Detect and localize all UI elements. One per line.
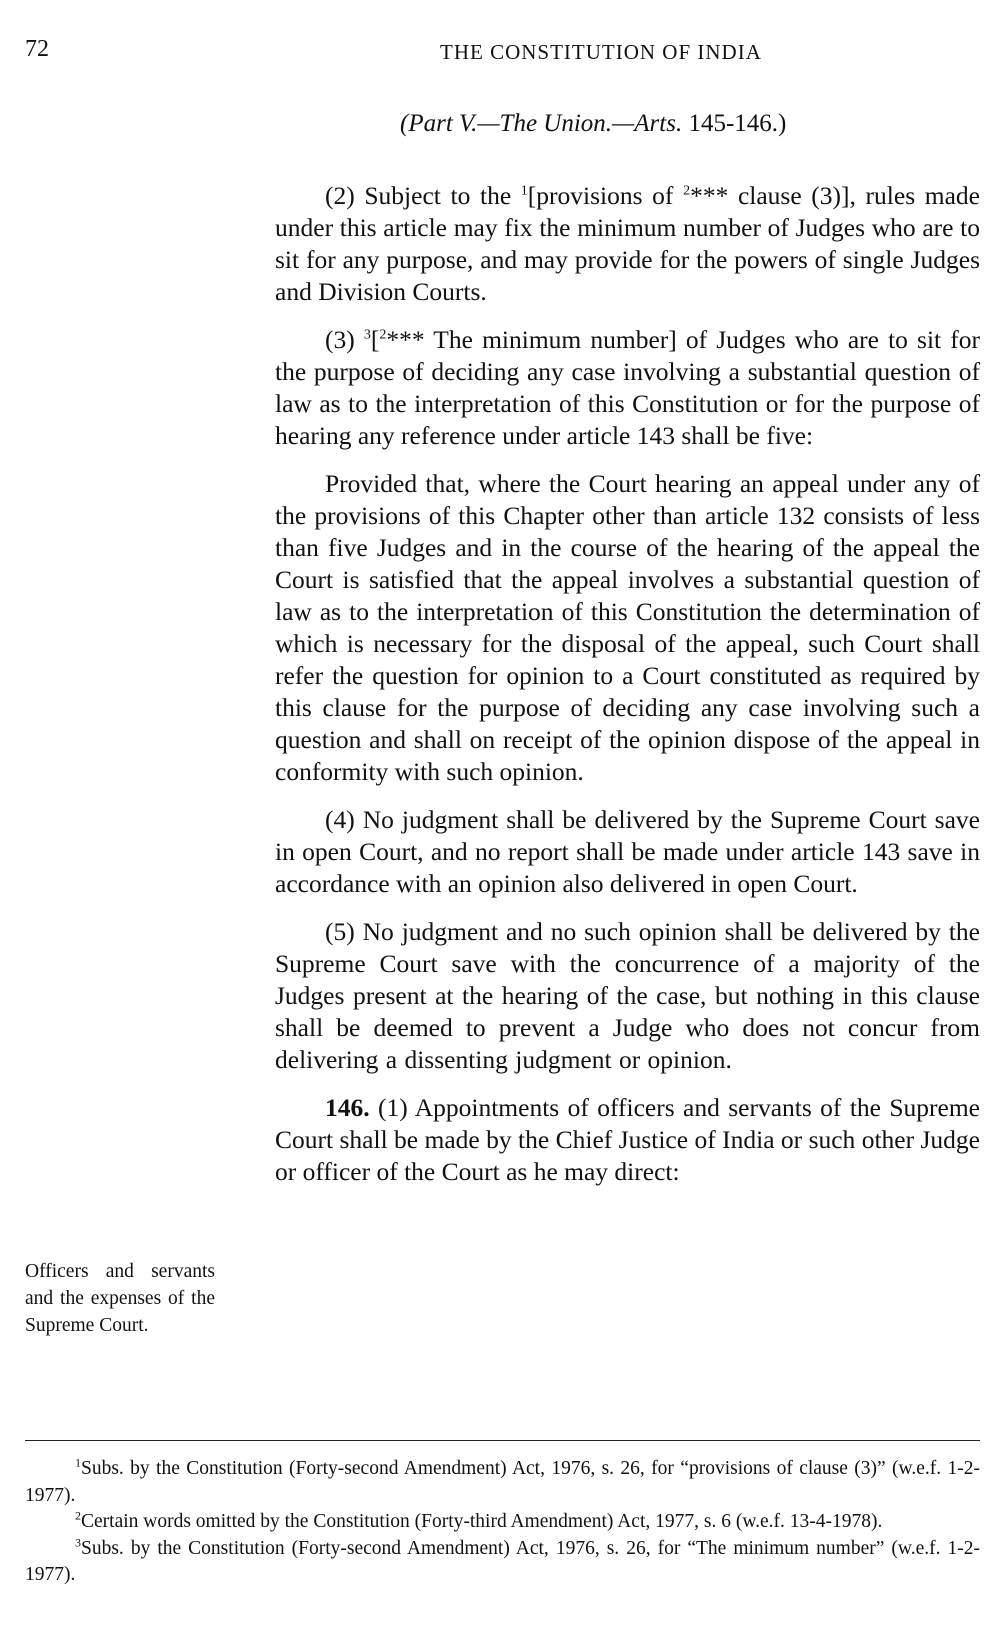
proviso: Provided that, where the Court hearing an appeal under any of the provisions of this Chapter other than article 132 consists of less than five Judges and in the course of the hearing of the appeal the Court is satisfied that the appeal involves a substantial question of law as to the interpretation of this Constitution the determination of which is necessary for the disposal of the appeal, such Court shall refer the question for opinion to a Court constituted as required by this clause for the purpose of deciding any case involving such a question and shall on receipt of the opinion dispose of the appeal in conformity with such opinion. [275, 469, 980, 786]
clause-2-text-c: *** clause (3)], rules made under this article may fix the minimum number of Judges who are to sit for any purpose, and may provide for the powers of single Judges and Division Courts. [275, 181, 980, 306]
article-146-text: (1) Appointments of officers and servants of the Supreme Court shall be made by the Chief Justice of India or such other Judge or officer of the Court as he may direct: [275, 1093, 980, 1186]
clause-2-text-b: [provisions of [527, 181, 684, 210]
clause-3-text-c: *** The minimum number] of Judges who are to sit for the purpose of deciding any case involving a substantial question of law as to the interpretation of this Constitution or for the purpose of hearing any reference under article 143 shall be five: [275, 325, 981, 450]
part-heading-italic: (Part V.—The Union.—Arts. [400, 110, 683, 137]
part-heading [400, 110, 786, 138]
clause-3-text-b: [ [370, 325, 380, 354]
part-heading-articles: 145-146.) [682, 110, 787, 137]
footnote-2 [25, 1509, 980, 1536]
footnote-number: 1 [75, 1455, 81, 1470]
footnote-number: 2 [75, 1508, 81, 1523]
footnotes [25, 1456, 980, 1589]
footnote-text: Subs. by the Constitution (Forty-second Amendment) Act, 1976, s. 26, for “provisions of clause (3)” (w.e.f. 1-2-1977). [25, 1458, 980, 1506]
page-number: 72 [25, 36, 49, 62]
clause-2-text-a: (2) Subject to the [325, 181, 521, 210]
clause-3 [275, 324, 980, 452]
footnote-divider [25, 1440, 980, 1441]
article-146-number: 146. [325, 1093, 370, 1122]
article-body [275, 180, 980, 1204]
footnote-ref: 2 [683, 183, 691, 199]
footnote-number: 3 [75, 1535, 81, 1549]
footnote-ref: 1 [520, 183, 528, 199]
footnote-ref: 3 [363, 327, 371, 343]
footnote-text: Subs. by the Constitution (Forty-second Amendment) Act, 1976, s. 26, for “The minimum number” (w.e.f. 1-2-1977). [25, 1537, 980, 1585]
clause-2 [275, 180, 980, 308]
running-head: THE CONSTITUTION OF INDIA [440, 40, 762, 64]
article-146 [275, 1092, 980, 1188]
clause-5: (5) No judgment and no such opinion shall be delivered by the Supreme Court save with the concurrence of a majority of the Judges present at the hearing of the case, but nothing in this clause shall be deemed to prevent a Judge who does not concur from delivering a dissenting judgment or opinion. [275, 917, 980, 1074]
footnote-ref: 2 [379, 327, 387, 343]
footnote-3 [25, 1536, 980, 1589]
footnote-text: Certain words omitted by the Constitution (Forty-third Amendment) Act, 1977, s. 6 (w.e.f. 13-4-1978). [81, 1511, 883, 1532]
footnote-1 [25, 1456, 980, 1509]
clause-4: (4) No judgment shall be delivered by the Supreme Court save in open Court, and no report shall be made under article 143 save in accordance with an opinion also delivered in open Court. [275, 805, 980, 898]
clause-3-text-a: (3) [325, 325, 364, 354]
margin-note: Officers and servants and the expenses of the Supreme Court. [25, 1261, 215, 1336]
